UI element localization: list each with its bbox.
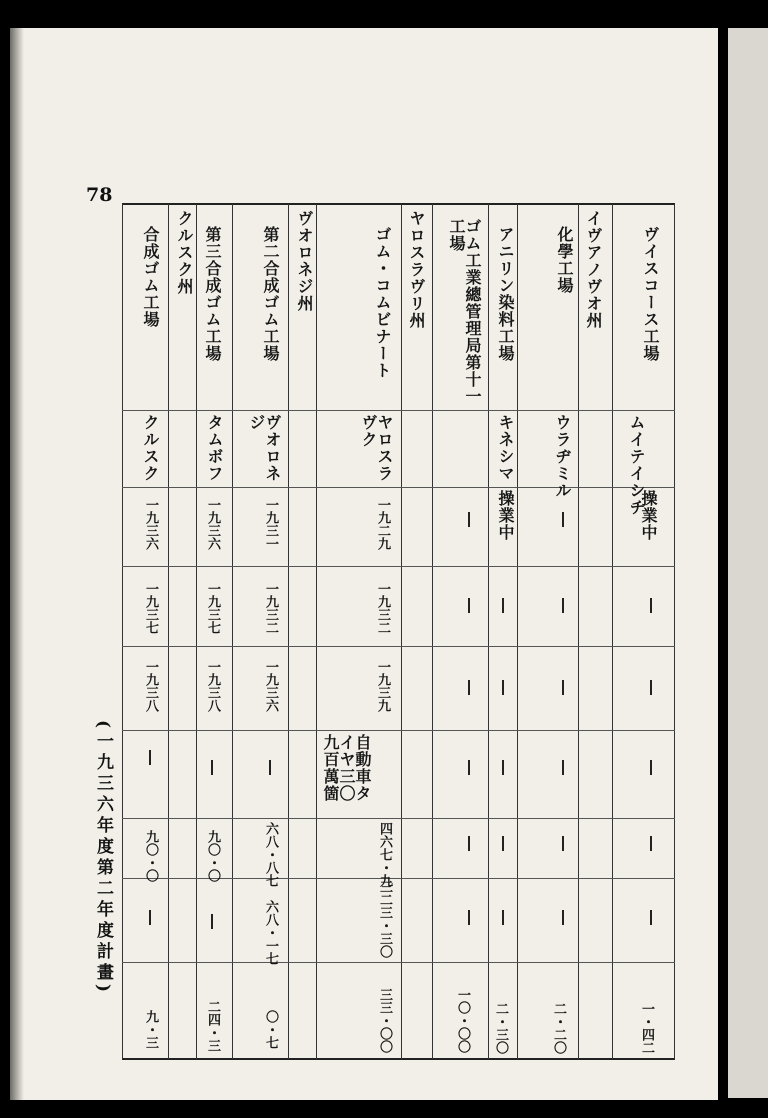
value-cell: 九・三 xyxy=(143,1010,158,1049)
empty-cell-dash xyxy=(149,910,151,925)
region-heading: ヴオロネジ州 xyxy=(295,210,314,312)
row-divider xyxy=(122,962,675,963)
empty-cell-dash xyxy=(650,598,652,613)
row-divider xyxy=(122,487,675,488)
empty-cell-dash xyxy=(468,512,470,527)
empty-cell-dash xyxy=(468,910,470,925)
table-top-rule xyxy=(122,203,675,205)
empty-cell-dash xyxy=(211,914,213,929)
value-cell: 三二三・三〇 xyxy=(377,880,392,958)
factory-location: ヤロスラヴク xyxy=(359,414,394,482)
year-cell: 一九二九 xyxy=(375,498,390,550)
row-divider xyxy=(122,730,675,731)
empty-cell-dash xyxy=(650,910,652,925)
adjacent-page-edge xyxy=(728,28,768,1098)
empty-cell-dash xyxy=(650,836,652,851)
year-cell: 一九三九 xyxy=(375,660,390,712)
value-cell: 一〇・〇〇 xyxy=(455,988,470,1053)
status-cell: 操業中 xyxy=(496,490,515,541)
value-cell: 六八・八七 xyxy=(263,822,278,887)
footer-note: (一九三六年度第二年度計畫) xyxy=(93,720,113,997)
table-bottom-rule xyxy=(122,1058,675,1060)
empty-cell-dash xyxy=(502,680,504,695)
factory-name: ゴム・コムビナート xyxy=(373,226,392,379)
column-divider xyxy=(288,204,289,1059)
column-divider xyxy=(578,204,579,1059)
empty-cell-dash xyxy=(502,598,504,613)
empty-cell-dash xyxy=(468,598,470,613)
year-cell: 一九三七 xyxy=(143,582,158,634)
empty-cell-dash xyxy=(468,760,470,775)
factory-name: ヴイスコース工場 xyxy=(641,226,660,362)
empty-cell-dash xyxy=(562,910,564,925)
factory-name: 合成ゴム工場 xyxy=(141,226,160,328)
column-divider xyxy=(316,204,317,1059)
factory-location: ウラヂミル xyxy=(553,414,572,499)
row-divider xyxy=(122,410,675,411)
empty-cell-dash xyxy=(562,680,564,695)
value-cell: 四六七・九 xyxy=(377,822,392,887)
capacity-note: 自動車タイヤ三〇九百萬箇 xyxy=(321,734,372,802)
empty-cell-dash xyxy=(468,680,470,695)
empty-cell-dash xyxy=(562,598,564,613)
column-divider xyxy=(488,204,489,1059)
column-divider xyxy=(232,204,233,1059)
region-heading: ヤロスラヴリ州 xyxy=(407,210,426,329)
row-divider xyxy=(122,566,675,567)
column-divider xyxy=(122,204,123,1059)
year-cell: 一九三六 xyxy=(205,498,220,550)
row-divider xyxy=(122,818,675,819)
year-cell: 一九三六 xyxy=(143,498,158,550)
year-cell: 一九三一 xyxy=(263,498,278,550)
column-divider xyxy=(517,204,518,1059)
factory-location: キネシマ xyxy=(496,414,515,482)
empty-cell-dash xyxy=(650,760,652,775)
empty-cell-dash xyxy=(650,680,652,695)
empty-cell-dash xyxy=(149,750,151,765)
factory-name: 第二合成ゴム工場 xyxy=(261,226,280,362)
factory-location: ヴオロネジ xyxy=(247,414,282,482)
value-cell: 一・四二 xyxy=(639,1002,654,1054)
factory-location: タムボフ xyxy=(205,414,224,482)
row-divider xyxy=(122,646,675,647)
value-cell: 九〇・〇 xyxy=(205,830,220,882)
year-cell: 一九三八 xyxy=(143,660,158,712)
column-divider xyxy=(196,204,197,1059)
empty-cell-dash xyxy=(562,760,564,775)
value-cell: 〇・七 xyxy=(263,1010,278,1049)
factory-name: 化學工場 xyxy=(555,226,574,294)
year-cell: 一九三二 xyxy=(263,582,278,634)
empty-cell-dash xyxy=(562,836,564,851)
value-cell: 六八・一七 xyxy=(263,900,278,965)
year-cell: 一九三六 xyxy=(263,660,278,712)
value-cell: 二四・三 xyxy=(205,1000,220,1052)
region-heading: イヴアノヴオ州 xyxy=(584,210,603,329)
factory-location: クルスク xyxy=(141,414,160,482)
year-cell: 一九三八 xyxy=(205,660,220,712)
empty-cell-dash xyxy=(562,512,564,527)
column-divider xyxy=(168,204,169,1059)
factory-name: ゴム工業總管理局第十一工場 xyxy=(447,218,482,405)
value-cell: 三三・〇〇 xyxy=(377,988,392,1053)
empty-cell-dash xyxy=(269,760,271,775)
year-cell: 一九三七 xyxy=(205,582,220,634)
region-heading: クルスク州 xyxy=(175,210,194,295)
page-binding-shadow xyxy=(10,28,24,1100)
empty-cell-dash xyxy=(502,760,504,775)
column-divider xyxy=(612,204,613,1059)
year-cell: 一九三二 xyxy=(375,582,390,634)
empty-cell-dash xyxy=(468,836,470,851)
value-cell: 九〇・〇 xyxy=(143,830,158,882)
empty-cell-dash xyxy=(502,910,504,925)
factory-name: アニリン染料工場 xyxy=(496,226,515,362)
empty-cell-dash xyxy=(211,760,213,775)
factory-name: 第三合成ゴム工場 xyxy=(203,226,222,362)
value-cell: 二・三〇 xyxy=(493,1002,508,1054)
column-divider xyxy=(432,204,433,1059)
empty-cell-dash xyxy=(502,836,504,851)
factory-location: ムイテイシチ xyxy=(627,414,646,516)
value-cell: 二・二〇 xyxy=(551,1002,566,1054)
column-divider xyxy=(674,204,675,1059)
column-divider xyxy=(401,204,402,1059)
status-cell: 操業中 xyxy=(639,490,658,541)
page-number: 78 xyxy=(86,184,113,206)
